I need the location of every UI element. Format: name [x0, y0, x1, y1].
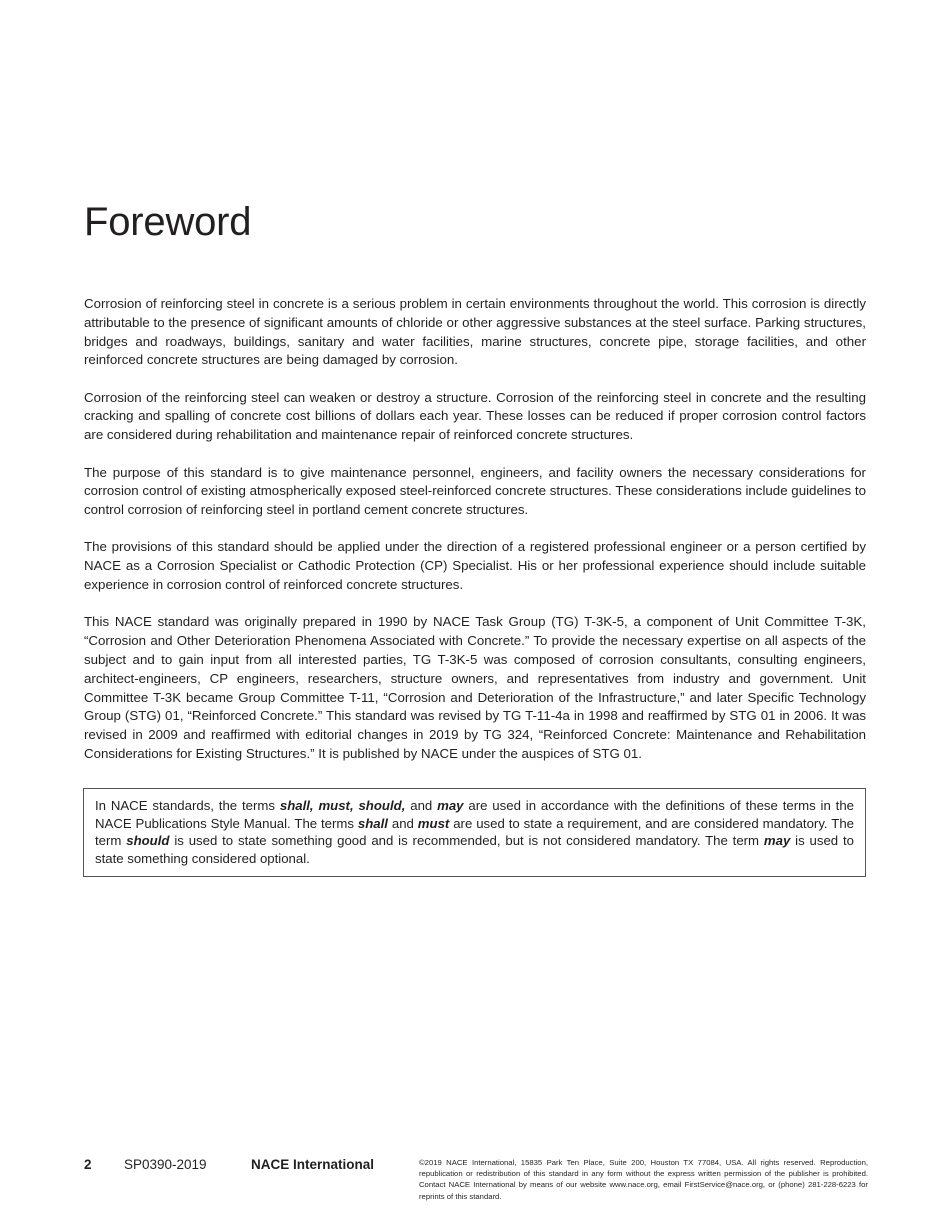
foreword-body — [84, 295, 866, 782]
paragraph-provisions: The provisions of this standard should be applied under the direction of a registered professional engineer or a person certified by NACE as a Corrosion Specialist or Cathodic Protection (CP) Specialist. His or her professional experience should include suitable experience in corrosion control of reinforced concrete structures. — [84, 539, 866, 593]
document-id: SP0390-2019 — [124, 1157, 207, 1172]
keyword-should: should — [126, 833, 170, 849]
paragraph-corrosion-effects: Corrosion of the reinforcing steel can weaken or destroy a structure. Corrosion of the reinforcing steel in concrete and the resulting cracking and spalling of concrete cost billions of dollars each year. These losses can be reduced if proper corrosion control factors are considered during rehabilitation and maintenance repair of reinforced concrete structures. — [84, 389, 866, 443]
page-footer — [84, 1155, 868, 1205]
keyword-list: shall, must, should, — [279, 798, 406, 813]
paragraph-purpose: The purpose of this standard is to give maintenance personnel, engineers, and facility owners the necessary considerations for corrosion control of existing atmospherically exposed steel-reinforced concrete structures. These considerations include guidelines to control corrosion of reinforcing steel in portland cement concrete structures. — [84, 464, 866, 518]
keyword-may: may — [763, 833, 791, 849]
keyword-shall: shall — [357, 815, 388, 831]
paragraph-history: This NACE standard was originally prepared in 1990 by NACE Task Group (TG) T-3K-5, a component of Unit Committee T-3K, “Corrosion and Other Deterioration Phenomena Associated with Concrete.” To provide the necessary expertise on all aspects of the subject and to gain input from all interested parties, TG T-3K-5 was composed of corrosion consultants, consulting engineers, architect-engineers, CP engineers, researchers, structure owners, and representatives from industry and government. Unit Committee T-3K became Group Committee T-11, “Corrosion and Deterioration of the Infrastructure,” and later Specific Technology Group (STG) 01, “Reinforced Concrete.” This standard was revised by TG T-11-4a in 1998 and reaffirmed by STG 01 in 2006. It was revised in 2009 and reaffirmed with editorial changes in 2019 by TG 324, “Reinforced Concrete: Maintenance and Rehabilitation Considerations for Existing Structures.” It is published by NACE under the auspices of STG 01. — [84, 614, 866, 761]
page-number: 2 — [84, 1157, 92, 1172]
terminology-notice-box — [83, 788, 866, 877]
organization-name: NACE International — [251, 1157, 375, 1172]
paragraph-corrosion-problem: Corrosion of reinforcing steel in concrete is a serious problem in certain environments throughout the world. This corrosion is directly attributable to the presence of significant amounts of chloride or other aggressive substances at the steel surface. Parking structures, bridges and roadways, buildings, sanitary and water facilities, marine structures, concrete pipe, storage facilities, and other reinforced concrete structures are being damaged by corrosion. — [84, 296, 866, 368]
keyword-must: must — [417, 815, 450, 831]
terminology-notice-text: In NACE standards, the terms shall, must, should, and may are used in accordance with the definitions of these terms in the NACE Publications Style Manual. The terms shall and must are used to state a requirement, and are considered mandatory. The term should is used to state something good and is recommended, but is not considered mandatory. The term may is used to state something considered optional. — [95, 798, 854, 866]
copyright-notice: ©2019 NACE International, 15835 Park Ten Place, Suite 200, Houston TX 77084, USA. All rights reserved. Reproduction, republication or redistribution of this standard in any form without the express written permission of the publisher is prohibited. Contact NACE International by means of our website www.nace.org, email FirstService@nace.org, or (phone) 281-228-6223 for reprints of this standard. — [419, 1158, 868, 1201]
page-title: Foreword — [84, 200, 252, 244]
keyword-may: may — [437, 798, 464, 813]
